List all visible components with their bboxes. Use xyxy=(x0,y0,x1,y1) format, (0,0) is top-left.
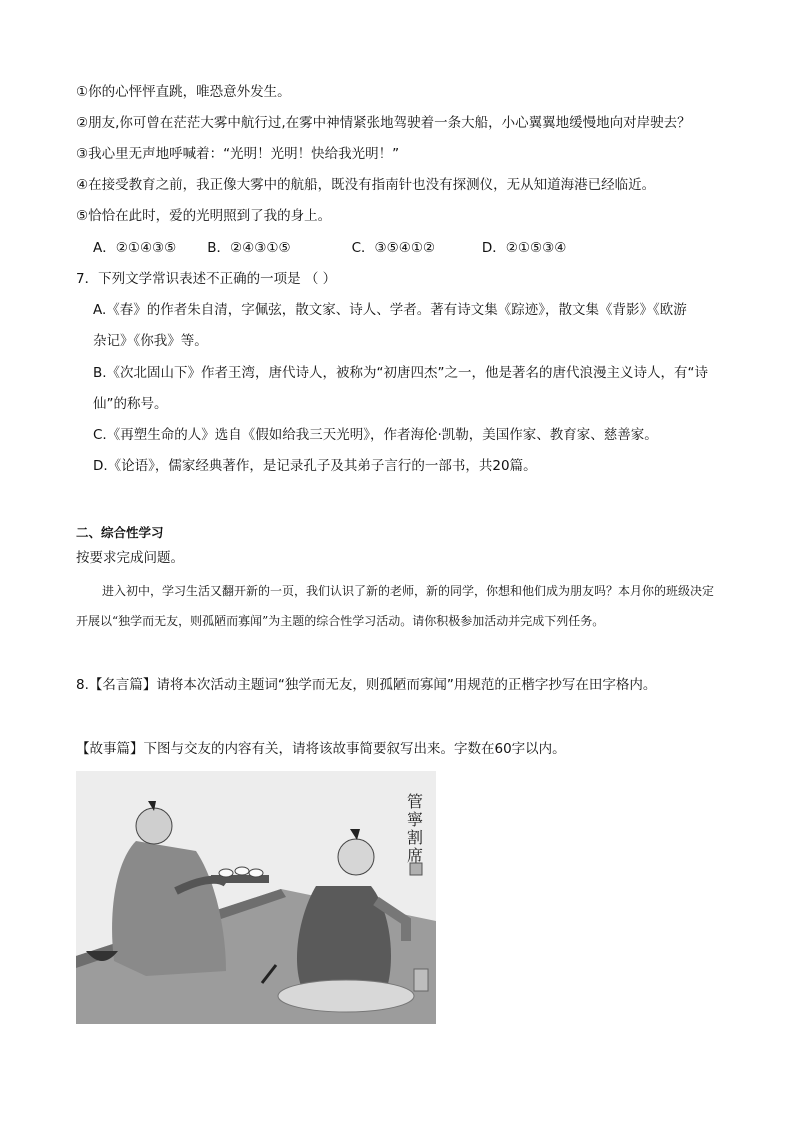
painting-calligraphy: 管寧割席 xyxy=(404,793,424,865)
q6-options xyxy=(93,238,566,258)
q6-option-d[interactable]: D．②①⑤③④ xyxy=(481,240,567,256)
q7-option-c[interactable]: C.《再塑生命的人》选自《假如给我三天光明》，作者海伦·凯勒，美国作家、教育家、慈善家。 xyxy=(93,427,658,443)
section-instruction: 按要求完成问题。 xyxy=(76,550,184,566)
q7-option-a-line1[interactable]: A.《春》的作者朱自清，字佩弦，散文家、诗人、学者。著有诗文集《踪迹》，散文集《背影》《欧游 xyxy=(93,302,687,318)
section-heading: 二、综合性学习 xyxy=(76,525,164,540)
q6-option-b[interactable]: B．②④③①⑤ xyxy=(207,240,291,256)
q7-option-d[interactable]: D.《论语》，儒家经典著作，是记录孔子及其弟子言行的一部书，共20篇。 xyxy=(93,458,537,474)
q6-option-a[interactable]: A．②①④③⑤ xyxy=(93,240,177,256)
story-prompt: 【故事篇】下图与交友的内容有关，请将该故事简要叙写出来。字数在60字以内。 xyxy=(76,741,566,757)
q7-option-a-line2: 杂记》《你我》等。 xyxy=(93,333,208,349)
passage: 进入初中，学习生活又翻开新的一页，我们认识了新的老师，新的同学，你想和他们成为朋友吗？本月你的班级决定开展以“独学而无友，则孤陋而寡闻”为主题的综合性学习活动。请你积极参加活动并完成下列任务。 xyxy=(76,584,715,628)
q7-stem: 7．下列文学常识表述不正确的一项是 （ ） xyxy=(76,271,337,287)
q8-prompt: 8.【名言篇】请将本次活动主题词“独学而无友，则孤陋而寡闻”用规范的正楷字抄写在田字格内。 xyxy=(76,677,657,693)
sentence-3: ③我心里无声地呼喊着：“光明！光明！快给我光明！” xyxy=(76,146,400,162)
q6-option-c[interactable]: C．③⑤④①② xyxy=(351,240,436,256)
q7-option-b-line2: 仙”的称号。 xyxy=(93,396,168,412)
q7-option-b-line1[interactable]: B.《次北固山下》作者王湾，唐代诗人，被称为“初唐四杰”之一，他是著名的唐代浪漫主义诗人，有“诗 xyxy=(93,365,709,381)
sentence-4: ④在接受教育之前，我正像大雾中的航船，既没有指南针也没有探测仪，无从知道海港已经临近。 xyxy=(76,177,656,193)
story-painting xyxy=(76,771,436,1024)
sentence-2: ②朋友,你可曾在茫茫大雾中航行过,在雾中神情紧张地驾驶着一条大船，小心翼翼地缓慢地向对岸驶去？ xyxy=(76,115,691,131)
sentence-1: ①你的心怦怦直跳，唯恐意外发生。 xyxy=(76,84,291,100)
sentence-5: ⑤恰恰在此时，爱的光明照到了我的身上。 xyxy=(76,208,332,224)
